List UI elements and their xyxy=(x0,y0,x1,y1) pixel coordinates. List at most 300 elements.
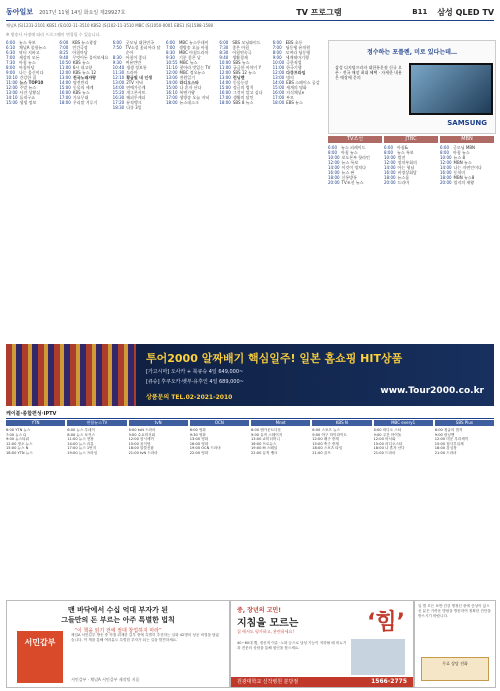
program-title: EBS 초등 xyxy=(285,40,303,45)
program-time: 12:00 xyxy=(440,160,452,165)
cable-column xyxy=(440,136,494,340)
program-time: 15:00 xyxy=(6,100,18,105)
schedule-row xyxy=(166,100,217,105)
program-title: 런닝맨 xyxy=(232,75,245,80)
program-time: 8:30 xyxy=(112,55,122,60)
program-title: 엄지의 제왕 xyxy=(453,180,475,185)
issue-meta: 2017년 11월 14일 화요일 제29927호 xyxy=(39,9,126,16)
program-title: 생생 정보통 xyxy=(126,65,147,70)
program-title: 아침마당 xyxy=(72,50,88,55)
program-time: 12:00 xyxy=(219,70,231,75)
program-title: 아침이 좋다 xyxy=(125,55,147,60)
iptv-program: 21:00 tvN 드라마 xyxy=(128,450,158,455)
program-title: 궁금한 이야기 Y xyxy=(232,65,262,70)
iptv-column xyxy=(435,420,494,600)
program-title: 황금빛 내 인생 xyxy=(126,75,153,80)
program-time: 15:00 xyxy=(272,85,285,90)
program-title: 6시 내고향 xyxy=(72,65,93,70)
iptv-program: 9:00 주간 아이돌 xyxy=(373,432,402,437)
iptv-channel-name: MBC every1 xyxy=(374,420,433,426)
cable-column-head: MBN xyxy=(440,136,494,143)
iptv-program: 22:00 뮤직 뱅크 xyxy=(251,450,278,455)
program-time: 7:00 xyxy=(165,45,175,50)
program-time: 6:30 xyxy=(6,50,15,55)
program-time: 10:00 xyxy=(384,155,396,160)
iptv-column xyxy=(374,420,433,600)
program-time: 10:00 xyxy=(219,60,231,65)
program-title: 이것이 정치다 xyxy=(341,165,366,170)
small-side-ad xyxy=(414,600,496,688)
iptv-program: 6:00 스포츠 뉴스 xyxy=(312,428,340,432)
program-time: 11:30 xyxy=(112,70,125,75)
program-time: 6:00 xyxy=(59,40,69,45)
program-title: MBC 정오뉴스 xyxy=(179,70,206,75)
cable-column xyxy=(328,136,382,340)
program-time: 16:00 xyxy=(384,170,396,175)
iptv-channel-name: YTN xyxy=(6,420,65,426)
schedule-column xyxy=(219,40,270,340)
program-title: 채널A 종합뉴스 xyxy=(19,45,47,50)
program-time: 6:00 xyxy=(272,40,282,45)
program-title: SBS 모닝와이드 xyxy=(232,40,261,45)
program-title: 우리말 겨루기 xyxy=(72,100,98,105)
samsung-logo: SAMSUNG xyxy=(447,119,487,127)
program-title: MBC 아침드라마 xyxy=(178,50,209,55)
qled-ad-headline: 정수하는 포플렌, 미로 있다는데… xyxy=(367,49,457,56)
schedule-column xyxy=(59,40,110,340)
program-title: SBS 12 뉴스 xyxy=(232,70,256,75)
program-time: 6:00 xyxy=(440,145,449,150)
schedule-row xyxy=(113,45,164,55)
iptv-channel-name: 연합뉴스TV xyxy=(67,420,126,426)
program-title: 닥터 지바고 xyxy=(19,50,40,55)
program-title: 해피투게더 xyxy=(126,95,146,100)
program-title: 나 혼자 산다 xyxy=(179,85,202,90)
schedule-row xyxy=(440,180,494,185)
program-title: SBS 뉴스 xyxy=(232,60,250,65)
newspaper-logo: 동아일보 xyxy=(6,8,34,16)
program-title: MBC 뉴스 xyxy=(179,60,198,65)
program-time: 7:30 xyxy=(6,60,15,65)
iptv-program: 6:00 뉴스 투데이 xyxy=(67,428,95,432)
program-time: 18:00 xyxy=(440,175,452,180)
book-ad-headline-1: 맨 바닥에서 수십 억대 부자가 된 xyxy=(67,606,169,614)
program-title: 뉴스 특보 xyxy=(19,40,36,45)
program-time: 14:10 xyxy=(6,95,18,100)
program-time: 9:40 xyxy=(59,55,69,60)
program-time: 11:00 xyxy=(6,80,18,85)
iptv-column xyxy=(67,420,126,600)
iptv-program: 16:00 프로듀스 xyxy=(251,441,277,446)
program-time: 18:00 xyxy=(165,100,178,105)
iptv-program: 15:00 집사부일체 xyxy=(434,441,464,446)
program-time: 14:00 xyxy=(219,80,231,85)
iptv-program: 13:00 영화 xyxy=(189,437,209,442)
iptv-program: 6:00 정글의 법칙 xyxy=(434,428,463,432)
iptv-column xyxy=(190,420,249,600)
program-title: 정글의 법칙 xyxy=(232,85,254,90)
program-title: 뉴스데스크 xyxy=(179,100,199,105)
program-title: 라디오스타 xyxy=(179,80,199,85)
program-time: 10:00 xyxy=(272,60,285,65)
program-time: 16:10 xyxy=(165,90,178,95)
program-title: KBS 뉴스 xyxy=(72,60,90,65)
program-title: 뉴스 특보 xyxy=(397,150,414,155)
program-time: 17:20 xyxy=(112,100,125,105)
program-time: 13:00 xyxy=(112,80,125,85)
schedule-row xyxy=(219,100,270,105)
program-title: 전국노래자랑 xyxy=(72,75,97,80)
schedule-row xyxy=(113,105,164,110)
program-title: 아침& xyxy=(397,145,408,150)
program-time: 13:00 xyxy=(219,75,231,80)
iptv-program: 6:00 비디오 스타 xyxy=(373,428,402,432)
program-title: 세상의 모든 xyxy=(19,55,40,60)
program-time: 8:00 xyxy=(272,50,282,55)
program-title: 다큐 3일 xyxy=(126,105,142,110)
program-title: SBS 8 뉴스 xyxy=(232,100,254,105)
program-title: 딩동댕 유치원 xyxy=(285,45,311,50)
schedule-row xyxy=(6,100,57,105)
schedule-column xyxy=(113,40,164,340)
book-ad-publisher: 서민갑부 · 채널A 서민갑부 제작팀 지음 xyxy=(71,677,140,682)
program-title: 드라마 xyxy=(126,70,138,75)
program-time: 16:00 xyxy=(59,90,71,95)
iptv-program: 9:30 영화 xyxy=(189,432,206,437)
iptv-program: 7:00 뉴스 Q xyxy=(6,432,27,437)
iptv-program: 19:00 뉴스 프라임 xyxy=(67,450,98,455)
program-title: 뮤직뱅크 xyxy=(126,100,142,105)
clinic-name: 원광대학교 신작병원 분당점 xyxy=(237,679,299,685)
program-title: 굿모닝 MBN xyxy=(453,145,476,150)
travel-ad-offer-1: [가고시마] 오사카 + 북큐슈 4일 649,000~ xyxy=(146,369,244,375)
program-title: 나는 몸신이다 xyxy=(19,70,44,75)
tv-product-image xyxy=(409,63,493,115)
program-time: 8:00 xyxy=(440,150,449,155)
qled-ad-store-text: 삼성 디지털프라자 대한통운점 신규 오픈 · 전국 매장 최대 혜택 · 자세한 내용은 매장에 문의 xyxy=(335,65,402,80)
program-time: 14:00 xyxy=(59,80,71,85)
iptv-channel-name: Mnet xyxy=(251,420,310,426)
program-time: 15:00 xyxy=(165,85,178,90)
iptv-program: 21:00 드라마 xyxy=(434,450,457,455)
program-time: 6:00 xyxy=(112,40,122,45)
iptv-program: 14:00 뉴스 리뷰 xyxy=(67,441,94,446)
header-ad-brand: 삼성 QLED TV xyxy=(437,7,495,17)
program-title: 아침 뉴스 xyxy=(453,150,470,155)
program-time: 18:00 xyxy=(272,100,285,105)
program-time: 11:00 xyxy=(219,65,231,70)
iptv-program: 19:00 OCN 드라마 xyxy=(189,446,221,451)
qled-tv-ad xyxy=(328,40,496,134)
program-title: 썰전 xyxy=(397,155,406,160)
program-time: 14:00 xyxy=(165,80,178,85)
program-title: 세계테마기행 xyxy=(285,55,309,60)
program-title: 생생 정보 xyxy=(19,100,37,105)
program-time: 8:00 xyxy=(384,150,393,155)
iptv-program: 21:00 드라마 xyxy=(373,450,396,455)
program-time: 13:00 xyxy=(6,90,18,95)
program-title: 여유만만 xyxy=(125,60,142,65)
program-time: 14:00 xyxy=(440,165,452,170)
iptv-program: 12:00 정오 뉴스 xyxy=(6,441,33,446)
side-ad-text: 일 별 모든 보면·건강 병정신 중에 증상이 있으신 분은 가까운 병원을 방문하여 정확한 진단을 받으시기 바랍니다. xyxy=(418,604,491,618)
program-title: 동물농장 xyxy=(232,80,249,85)
iptv-program: 9:00 뮤직 스테이지 xyxy=(251,432,283,437)
book-ad-quote: “이 책을 읽기 전에 절대 창업하지 마라” xyxy=(74,628,162,634)
program-time: 6:00 xyxy=(165,40,175,45)
program-time: 14:00 xyxy=(272,80,285,85)
clinic-ad-headline: 지침을 모르는 xyxy=(237,618,299,629)
program-time: 8:30 xyxy=(219,50,229,55)
program-time: 16:30 xyxy=(112,95,125,100)
program-title: 주말 뉴스 xyxy=(19,85,37,90)
program-time: 12:00 xyxy=(384,160,396,165)
section-title: TV 프로그램 xyxy=(296,7,342,17)
program-time: 12:00 xyxy=(6,85,18,90)
iptv-program: 15:00 라디오스타 xyxy=(373,441,403,446)
iptv-program: 18:00 나 혼자 산다 xyxy=(373,446,405,451)
iptv-channel-name: OCN xyxy=(190,420,249,426)
iptv-schedule-grid xyxy=(6,420,494,600)
program-time: 8:30 xyxy=(165,50,175,55)
program-title: TV조선 뉴스 xyxy=(341,180,364,185)
program-title: 드라마 xyxy=(397,180,410,185)
iptv-channel-name: tvN xyxy=(129,420,188,426)
cable-column-head: JTBC xyxy=(384,136,438,143)
program-title: 뉴스 퍼레이드 xyxy=(341,145,366,150)
iptv-program: 6:00 엠카운트다운 xyxy=(251,428,282,432)
program-title: 인간극장 xyxy=(72,45,88,50)
program-title: 뉴스 TOP10 xyxy=(19,80,44,85)
program-time: 8:00 xyxy=(6,65,15,70)
program-time: 7:30 xyxy=(219,45,229,50)
program-time: 7:50 xyxy=(112,45,122,50)
iptv-program: 12:00 배구 중계 xyxy=(312,437,339,442)
clinic-ad-footer xyxy=(231,677,413,687)
program-time: 12:00 xyxy=(165,70,178,75)
program-title: 아는 형님 xyxy=(397,165,415,170)
program-title: 굿모닝 대한민국 xyxy=(125,40,154,45)
clinic-ad-body: 40~60대 男, 정신적 이유 ·노화 등으로 남성 기능이 저하될 때 비뇨기과 전문의 상담을 통해 원인을 찾으세요. xyxy=(237,641,347,650)
program-time: 10:40 xyxy=(112,65,125,70)
program-title: 전원일기 xyxy=(179,75,195,80)
program-title: 생활경제 xyxy=(232,55,248,60)
tv-schedule-grid xyxy=(6,40,324,340)
program-title: 아침 뉴스 xyxy=(341,150,358,155)
iptv-section-title: 케이블·종합편성·IPTV xyxy=(6,410,494,419)
iptv-program: 18:00 YTN 뉴스 xyxy=(6,450,33,455)
iptv-program: 18:00 스포츠 타임 xyxy=(312,446,343,451)
program-time: 17:00 xyxy=(59,95,71,100)
program-time: 18:00 xyxy=(219,100,231,105)
program-title: 생방송 오늘 아침 xyxy=(178,45,209,50)
schedule-notice: ※ 방송사 사정에 따라 프로그램이 변경될 수 있습니다. xyxy=(6,32,101,37)
program-time: 10:50 xyxy=(59,60,71,65)
program-time: 8:00 xyxy=(328,150,337,155)
program-title: EBS 스페이스 공감 xyxy=(286,80,320,85)
book-cover: 서민갑부 xyxy=(17,631,63,683)
iptv-column xyxy=(129,420,188,600)
iptv-channel-name: KBS N xyxy=(312,420,371,426)
program-time: 16:00 xyxy=(219,90,231,95)
program-time: 9:30 xyxy=(165,55,175,60)
program-time: 16:00 xyxy=(328,170,340,175)
program-title: 찾아라 맛있는 TV xyxy=(179,65,211,70)
program-title: 명의 xyxy=(286,75,294,80)
program-title: 생방송 오늘 저녁 xyxy=(179,95,210,100)
iptv-program: 19:00 M 스페셜 xyxy=(251,446,278,451)
iptv-program: 22:00 영화 xyxy=(189,450,209,455)
program-title: KBS 뉴스광장 xyxy=(72,40,97,45)
program-title: MBC 뉴스투데이 xyxy=(178,40,209,45)
iptv-program: 6:00 YTN 뉴스 xyxy=(6,428,31,432)
program-title: 세계의 명화 xyxy=(286,85,307,90)
iptv-program: 15:00 윤식당 xyxy=(128,441,151,446)
program-title: MBN 뉴스8 xyxy=(453,175,475,180)
iptv-column xyxy=(312,420,371,600)
program-title: 한국기행 xyxy=(286,65,302,70)
book-ad-headline-2: 그들만의 돈 부르는 아주 특별한 법칙 xyxy=(61,616,175,624)
iptv-program: 8:00 뉴스 포커스 xyxy=(67,432,95,437)
program-title: 건강한 집 xyxy=(19,75,37,80)
program-title: 정치부회의 xyxy=(397,160,417,165)
schedule-column xyxy=(166,40,217,340)
program-title: 극한직업 xyxy=(286,60,302,65)
program-title: 부모 xyxy=(286,95,294,100)
program-time: 15:20 xyxy=(112,90,125,95)
program-title: KBS 뉴스 xyxy=(72,90,90,95)
program-time: 6:10 xyxy=(6,45,15,50)
program-title: 연예가중계 xyxy=(126,85,146,90)
schedule-row xyxy=(59,100,110,105)
program-title: 지식채널e xyxy=(286,90,305,95)
program-time: 18:00 xyxy=(59,100,71,105)
program-time: 7:00 xyxy=(59,45,69,50)
iptv-program: 9:00 수요미식회 xyxy=(128,432,156,437)
side-ad-coupon: 무료 상담 전화 xyxy=(421,657,489,681)
program-title: 뉴스 판 xyxy=(341,170,355,175)
program-title: 가요무대 xyxy=(72,95,89,100)
program-time: 6:00 xyxy=(219,40,229,45)
program-title: 비정상회담 xyxy=(397,170,417,175)
program-title: 2TV 저녁 xyxy=(126,80,143,85)
program-time: 17:00 xyxy=(272,95,285,100)
program-time: 12:00 xyxy=(272,70,285,75)
program-time: 6:00 xyxy=(384,145,393,150)
program-title: 나는 자연인이다 xyxy=(453,165,482,170)
iptv-program: 12:00 삼시세끼 xyxy=(128,437,154,442)
program-time: 10:00 xyxy=(328,155,340,160)
program-time: 20:00 xyxy=(440,180,452,185)
program-title: 보도본부 핫라인 xyxy=(341,155,370,160)
program-time: 15:00 xyxy=(59,85,71,90)
program-time: 9:00 xyxy=(272,55,282,60)
program-title: MBN 뉴스 xyxy=(453,160,472,165)
program-time: 16:00 xyxy=(440,170,452,175)
iptv-program: 17:00 뉴스 1번지 xyxy=(67,446,97,451)
program-title: 동물의 세계 xyxy=(72,85,94,90)
program-title: 뉴스 8 xyxy=(453,155,466,160)
city-night-photo xyxy=(6,344,136,406)
program-time: 13:00 xyxy=(272,75,285,80)
program-time: 14:00 xyxy=(328,165,340,170)
program-time: 6:00 xyxy=(328,145,337,150)
program-time: 9:40 xyxy=(219,55,229,60)
program-time: 9:00 xyxy=(6,70,15,75)
iptv-program: 6:00 영화 xyxy=(189,428,206,432)
program-title: 복면가왕 xyxy=(179,90,195,95)
travel-ad-url: www.Tour2000.co.kr xyxy=(380,386,484,396)
travel-ad-banner xyxy=(6,344,494,406)
program-time: 12:00 xyxy=(59,70,71,75)
iptv-program: 15:00 뉴스 N xyxy=(6,446,29,451)
program-time: 13:00 xyxy=(165,75,178,80)
program-time: 18:00 xyxy=(384,175,396,180)
iptv-program: 6:00 tvN 드라마 xyxy=(128,428,156,432)
program-title: 아침마당 xyxy=(19,65,35,70)
iptv-program: 15:00 축구 중계 xyxy=(312,441,339,446)
program-title: 아침 뉴스 xyxy=(19,60,36,65)
clinic-ad xyxy=(230,600,414,688)
page-number: B11 xyxy=(412,8,428,16)
program-title: 개그콘서트 xyxy=(126,90,146,95)
program-time: 17:00 xyxy=(165,95,178,100)
iptv-program: 12:00 미운 우리새끼 xyxy=(434,437,469,442)
iptv-program: 21:00 골프 xyxy=(312,450,331,455)
program-time: 11:00 xyxy=(59,65,71,70)
program-title: 다큐프라임 xyxy=(286,70,306,75)
cable-column xyxy=(384,136,438,340)
program-time: 20:00 xyxy=(384,180,396,185)
iptv-program: 12:00 어서와 xyxy=(373,437,396,442)
schedule-column xyxy=(6,40,57,340)
schedule-row xyxy=(328,180,382,185)
iptv-program: 18:00 알쓸신잡 xyxy=(128,446,154,451)
travel-ad-offer-2: [큐슈] 후쿠오카·벳부·유후인 4일 689,000~ xyxy=(146,379,244,385)
iptv-program: 13:00 쇼미더머니 xyxy=(251,437,280,442)
program-title: 그것이 알고 싶다 xyxy=(232,90,263,95)
program-time: 9:30 xyxy=(112,60,122,65)
program-time: 11:10 xyxy=(165,65,178,70)
cable-column-head: TV조선 xyxy=(328,136,382,143)
iptv-program: 18:00 강심장 xyxy=(434,446,457,451)
program-time: 17:00 xyxy=(219,95,231,100)
program-time: 6:00 xyxy=(6,40,15,45)
clinic-ad-kicker: 중, 장년의 고민! xyxy=(237,607,281,614)
program-title: 좋은 아침 xyxy=(232,45,250,50)
schedule-row xyxy=(384,180,438,185)
program-time: 12:10 xyxy=(112,75,125,80)
iptv-column xyxy=(6,420,65,600)
program-title: KBS 뉴스 12 xyxy=(72,70,97,75)
program-time: 11:00 xyxy=(272,65,285,70)
program-title: TV소설 꽃피어라 달순아 xyxy=(125,45,161,55)
program-time: 18:30 xyxy=(112,105,125,110)
program-time: 16:00 xyxy=(272,90,285,95)
iptv-program: 9:00 야구 하이라이트 xyxy=(312,432,347,437)
iptv-program: 16:00 영화 xyxy=(189,441,209,446)
program-time: 18:00 xyxy=(328,175,340,180)
travel-ad-phone: 상품문의 TEL.02-2021-2010 xyxy=(146,394,233,401)
clinic-phone: 1566-2775 xyxy=(371,678,407,685)
schedule-row xyxy=(273,100,324,105)
iptv-program: 9:00 뉴스타워 xyxy=(6,437,30,442)
program-title: EBS 뉴스 xyxy=(286,100,303,105)
program-time: 14:00 xyxy=(384,165,396,170)
schedule-column xyxy=(273,40,324,340)
program-title: 뉴스 특보 xyxy=(341,160,359,165)
program-title: 아침연속극 xyxy=(232,50,252,55)
